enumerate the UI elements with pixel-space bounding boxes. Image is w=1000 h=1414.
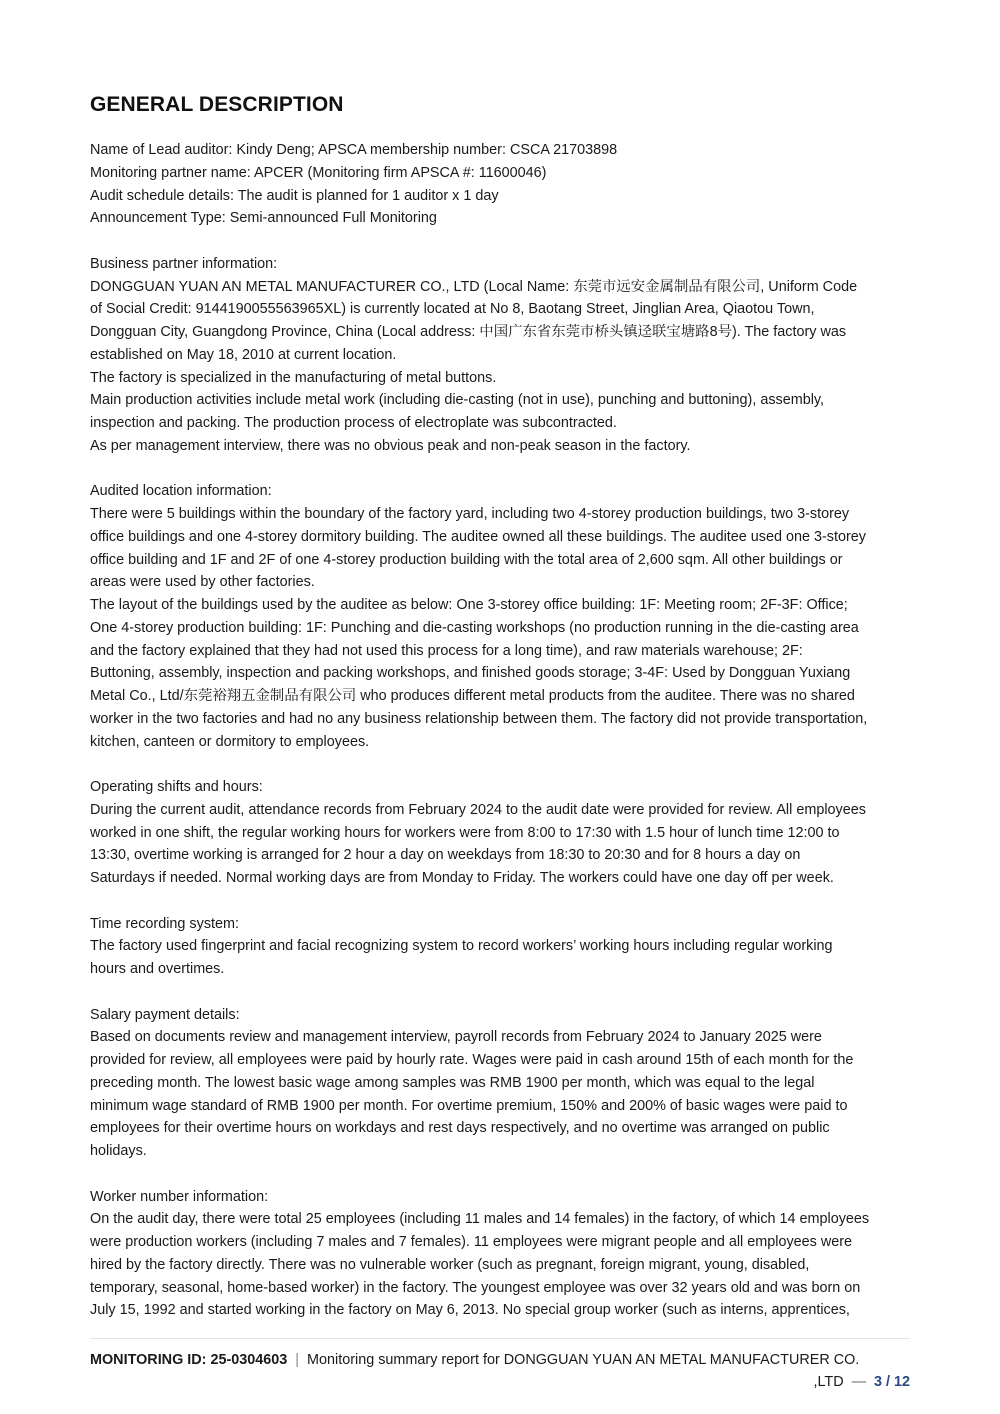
text-line: worked in one shift, the regular working hours for workers were from 8:00 to 17:30 with 1.5 hour of lunch time 12:00 to — [90, 824, 840, 841]
text-line: established on May 18, 2010 at current location. — [90, 346, 397, 363]
text-line: preceding month. The lowest basic wage among samples was RMB 1900 per month, which was equal to the legal — [90, 1074, 815, 1091]
footer-divider — [90, 1338, 910, 1339]
paragraph-gap — [90, 981, 912, 1004]
text-line: hired by the factory directly. There was no vulnerable worker (such as pregnant, foreign migrant, young, disabled, — [90, 1256, 810, 1273]
text-line: Business partner information: — [90, 255, 278, 272]
text-line: kitchen, canteen or dormitory to employees. — [90, 733, 370, 750]
text-line: Monitoring partner name: APCER (Monitoring firm APSCA #: 11600046) — [90, 164, 547, 181]
paragraph-gap — [90, 458, 912, 481]
text-line: office building and 1F and 2F of one 4-storey production building with the total area of 2,600 sqm. All other buildings or — [90, 551, 843, 568]
text-line: of Social Credit: 9144190055563965XL) is currently located at No 8, Baotang Street, Jinglian Area, Qiaotou Town, — [90, 301, 815, 318]
text-line: hours and overtimes. — [90, 961, 225, 977]
text-line: Time recording system: — [90, 915, 240, 932]
text-line: Audited location information: — [90, 483, 272, 500]
text-line: Name of Lead auditor: Kindy Deng; APSCA membership number: CSCA 21703898 — [90, 142, 618, 158]
monitoring-id: MONITORING ID: 25-0304603 — [90, 1352, 288, 1368]
report-title: Monitoring summary report for DONGGUAN YUAN AN METAL MANUFACTURER CO. — [307, 1352, 860, 1368]
text-line: provided for review, all employees were paid by hourly rate. Wages were paid in cash around 15th of each month for the — [90, 1052, 854, 1068]
footer-separator: | — [295, 1352, 300, 1368]
text-line: minimum wage standard of RMB 1900 per month. For overtime premium, 150% and 200% of basic wages were paid to — [90, 1097, 848, 1114]
text-line: Metal Co., Ltd/东莞裕翔五金制品有限公司 who produces different metal products from the auditee. There was no shared — [90, 688, 855, 704]
text-line: Based on documents review and management interview, payroll records from February 2024 to January 2025 were — [90, 1029, 822, 1046]
section-body — [90, 139, 912, 1322]
text-line: The factory is specialized in the manufacturing of metal buttons. — [90, 369, 497, 386]
text-line: 13:30, overtime working is arranged for 2 hour a day on weekdays from 18:30 to 20:30 and for 8 hours a day on — [90, 847, 801, 864]
text-line: During the current audit, attendance records from February 2024 to the audit date were provided for review. All employees — [90, 801, 866, 818]
paragraph-gap — [90, 230, 912, 253]
text-line: July 15, 1992 and started working in the factory on May 6, 2013. No special group worker (such as interns, apprentices, — [90, 1302, 850, 1319]
text-line: holidays. — [90, 1143, 147, 1159]
text-line: areas were used by other factories. — [90, 574, 315, 591]
text-line: The layout of the buildings used by the auditee as below: One 3-storey office building: 1F: Meeting room; 2F-3F: Office; — [90, 597, 848, 613]
text-line: office buildings and one 4-storey dormitory building. The auditee owned all these buildings. The auditee used one 3-storey — [90, 528, 866, 545]
footer-dash: — — [851, 1374, 866, 1390]
text-line: Salary payment details: — [90, 1006, 240, 1023]
text-line: The factory used fingerprint and facial recognizing system to record workers’ working hours including regular working — [90, 938, 833, 955]
section-heading: GENERAL DESCRIPTION — [90, 93, 344, 116]
text-line: There were 5 buildings within the boundary of the factory yard, including two 4-storey production buildings, two 3-storey — [90, 506, 850, 522]
text-line: Audit schedule details: The audit is planned for 1 auditor x 1 day — [90, 187, 499, 204]
text-line: Main production activities include metal work (including die-casting (not in use), punching and buttoning), assembly, — [90, 392, 825, 409]
text-line: As per management interview, there was no obvious peak and non-peak season in the factory. — [90, 437, 691, 454]
paragraph-gap — [90, 753, 912, 776]
text-line: DONGGUAN YUAN AN METAL MANUFACTURER CO., LTD (Local Name: 东莞市远安金属制品有限公司, Uniform Code — [90, 278, 858, 295]
footer-line-2 — [90, 1371, 910, 1393]
text-line: inspection and packing. The production process of electroplate was subcontracted. — [90, 415, 617, 431]
text-line: worker in the two factories and had no any business relationship between them. The factory did not provide transportation, — [90, 710, 868, 727]
text-line: temporary, seasonal, home-based worker) in the factory. The youngest employee was over 32 years old and was born on — [90, 1279, 861, 1296]
text-line: Dongguan City, Guangdong Province, China (Local address: 中国广东省东莞市桥头镇迳联宝塘路8号). The factory was — [90, 324, 847, 340]
page-number: 3 / 12 — [873, 1374, 910, 1390]
text-line: One 4-storey production building: 1F: Punching and die-casting workshops (no production running in the die-casting area — [90, 619, 859, 636]
text-line: were production workers (including 7 males and 7 females). 11 employees were migrant people and all employees were — [90, 1234, 853, 1250]
text-line: Announcement Type: Semi-announced Full Monitoring — [90, 210, 437, 227]
text-line: Worker number information: — [90, 1188, 269, 1205]
paragraph-gap — [90, 890, 912, 913]
text-line: and the factory explained that they had not used this process for a long time), and raw materials warehouse; 2F: — [90, 642, 803, 659]
footer-line-1 — [90, 1349, 910, 1371]
paragraph-gap — [90, 1163, 912, 1186]
text-line: Buttoning, assembly, inspection and packing workshops, and finished goods storage; 3-4F: Used by Dongguan Yuxiang — [90, 665, 851, 682]
text-line: Operating shifts and hours: — [90, 779, 263, 795]
page-footer — [90, 1349, 910, 1393]
text-line: Saturdays if needed. Normal working days are from Monday to Friday. The workers could have one day off per week. — [90, 870, 834, 886]
text-line: employees for their overtime hours on workdays and rest days respectively, and no overtime was arranged on public — [90, 1120, 830, 1137]
report-title-continued: ,LTD — [813, 1374, 844, 1390]
text-line: On the audit day, there were total 25 employees (including 11 males and 14 females) in the factory, of which 14 employees — [90, 1211, 870, 1228]
